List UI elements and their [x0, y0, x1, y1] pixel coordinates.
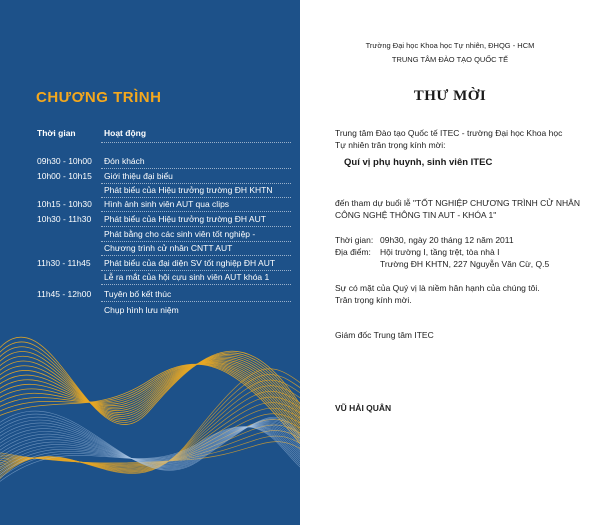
closing-line: Sự có mặt của Quý vị là niềm hân hạnh của chúng tôi. — [335, 283, 540, 293]
row-separator — [101, 197, 291, 198]
intro-line: Tự nhiên trân trọng kính mời: — [335, 140, 446, 150]
row-activity: Phát bằng cho các sinh viên tốt nghiệp - — [104, 229, 256, 239]
row-separator — [101, 183, 291, 184]
row-separator — [101, 241, 291, 242]
row-activity: Lễ ra mắt của hội cựu sinh viên AUT khóa 1 — [104, 272, 270, 282]
wave-line — [0, 337, 300, 424]
row-activity: Chụp hình lưu niệm — [104, 305, 179, 315]
wave-line — [0, 427, 300, 483]
time-value: 09h30, ngày 20 tháng 12 năm 2011 — [380, 235, 514, 245]
row-activity: Đón khách — [104, 156, 145, 166]
signature-name: VŨ HẢI QUÂN — [335, 403, 392, 413]
row-separator — [101, 226, 291, 227]
row-time: 10h30 - 11h30 — [37, 214, 92, 224]
row-activity: Phát biểu của Hiệu trưởng trường ĐH KHTN — [104, 185, 273, 195]
row-activity: Tuyên bố kết thúc — [104, 289, 172, 299]
row-separator — [101, 211, 291, 212]
intro-line: Trung tâm Đào tạo Quốc tế ITEC - trường Đại học Khoa học — [335, 128, 563, 138]
wave-line — [0, 369, 300, 490]
row-separator — [101, 301, 291, 302]
row-separator — [101, 168, 291, 169]
row-separator — [101, 142, 291, 143]
row-activity: Phát biểu của Hiệu trưởng trường ĐH AUT — [104, 214, 266, 224]
row-time: 10h00 - 10h15 — [37, 171, 92, 181]
guest-name: Quí vị phụ huynh, sinh viên ITEC — [344, 157, 493, 168]
center-name: TRUNG TÂM ĐÀO TẠO QUỐC TẾ — [391, 55, 509, 64]
program-title: CHƯƠNG TRÌNH — [36, 89, 162, 106]
event-line: đến tham dự buổi lễ "TỐT NGHIỆP CHƯƠNG TRÌNH CỬ NHÂN — [335, 198, 580, 208]
place-value: Trường ĐH KHTN, 227 Nguyễn Văn Cừ, Q.5 — [380, 259, 550, 269]
closing-line: Trân trọng kính mời. — [335, 295, 412, 305]
invitation-title: THƯ MỜI — [413, 88, 487, 104]
event-line: CÔNG NGHỆ THÔNG TIN AUT - KHÓA 1" — [335, 210, 497, 220]
row-separator — [101, 270, 291, 271]
signature-title: Giám đốc Trung tâm ITEC — [335, 330, 434, 340]
row-time: 10h15 - 10h30 — [37, 199, 92, 209]
row-time: 11h45 - 12h00 — [37, 289, 92, 299]
row-activity: Chương trình cử nhân CNTT AUT — [104, 243, 233, 253]
row-time: 11h30 - 11h45 — [37, 258, 91, 268]
header-time: Thời gian — [37, 128, 76, 138]
university-name: Trường Đại học Khoa học Tự nhiên, ĐHQG - HCM — [365, 41, 535, 50]
row-activity: Phát biểu của đại diện SV tốt nghiệp ĐH AUT — [104, 258, 276, 268]
header-activity: Hoạt động — [104, 128, 147, 138]
wave-line — [0, 427, 300, 486]
place-label: Địa điểm: — [335, 247, 371, 257]
place-value: Hội trường I, tầng trệt, tòa nhà I — [380, 247, 500, 257]
row-activity: Hình ảnh sinh viên AUT qua clips — [104, 199, 230, 209]
row-separator — [101, 255, 291, 256]
row-time: 09h30 - 10h00 — [37, 156, 92, 166]
wave-decoration — [0, 300, 300, 525]
row-separator — [101, 284, 291, 285]
time-label: Thời gian: — [335, 235, 374, 245]
row-activity: Giới thiệu đại biểu — [104, 171, 173, 181]
